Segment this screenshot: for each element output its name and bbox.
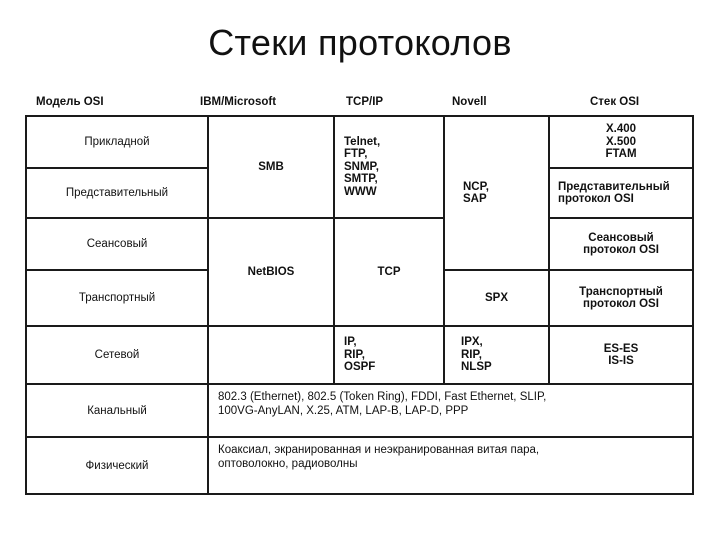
osi-layer-label: Сетевой: [94, 349, 140, 361]
osi-stack-network-protocols: [604, 343, 639, 368]
osi-layer-network: [25, 325, 209, 385]
protocol-nlsp: NLSP: [461, 361, 492, 374]
ibm-smb-label: SMB: [258, 161, 284, 173]
osi-stack-application-protocols: [605, 123, 636, 161]
tcpip-application-protocols: [344, 136, 380, 199]
osi-stack-session-line: Сеансовый: [588, 231, 654, 244]
datalink-protocols-line: 100VG-AnyLAN, X.25, ATM, LAP-B, LAP-D, PPP: [218, 405, 469, 417]
protocol-ip: IP,: [344, 336, 357, 349]
ibm-netbios-label: NetBIOS: [247, 266, 295, 278]
osi-stack-transport-line: Транспортный: [579, 285, 663, 298]
novell-spx-label: SPX: [484, 292, 508, 304]
osi-layer-label: Сеансовый: [86, 238, 148, 250]
tcpip-network-cell: [333, 325, 445, 385]
protocol-ftam: FTAM: [605, 148, 637, 161]
osi-stack-network-cell: [548, 325, 694, 385]
osi-stack-session-cell: [548, 217, 694, 271]
header-ibm-microsoft: IBM/Microsoft: [200, 96, 277, 108]
physical-media-line: оптоволокно, радиоволны: [218, 458, 358, 470]
header-tcpip: TCP/IP: [346, 96, 384, 108]
protocol-is-is: IS-IS: [608, 355, 634, 367]
novell-network-cell: [443, 325, 550, 385]
ibm-smb-cell: [207, 115, 335, 219]
osi-stack-session-line: протокол OSI: [583, 244, 659, 256]
osi-stack-presentation-line: протокол OSI: [558, 193, 634, 205]
osi-layer-transport: [25, 269, 209, 327]
osi-stack-session-protocol: [583, 232, 659, 257]
protocol-novell-rip: RIP,: [461, 348, 482, 361]
osi-layer-label: Прикладной: [84, 136, 150, 148]
osi-stack-transport-line: протокол OSI: [583, 298, 659, 310]
osi-layer-presentation: [25, 167, 209, 219]
protocol-ftp: FTP,: [344, 148, 368, 161]
novell-spx-cell: [443, 269, 550, 327]
osi-layer-label: Физический: [85, 459, 149, 472]
ibm-netbios-cell: [207, 217, 335, 327]
datalink-protocols-cell: [207, 383, 694, 438]
physical-media-line: Коаксиал, экранированная и неэкранированная витая пара,: [218, 444, 540, 456]
tcpip-network-protocols: [344, 336, 375, 374]
osi-layer-datalink: [25, 383, 209, 438]
novell-ncp-protocols: [463, 181, 489, 206]
osi-stack-presentation-protocol: [558, 181, 670, 206]
tcpip-tcp-label: TCP: [377, 266, 401, 278]
protocol-smtp: SMTP,: [344, 173, 378, 186]
header-osi-stack: Стек OSI: [590, 96, 640, 108]
datalink-protocols: [218, 390, 546, 418]
osi-layer-session: [25, 217, 209, 271]
osi-stack-presentation-line: Представительный: [558, 180, 670, 193]
physical-media: [218, 443, 539, 471]
novell-network-protocols: [461, 336, 492, 374]
protocol-x400: X.400: [605, 123, 637, 136]
osi-stack-application-cell: [548, 115, 694, 169]
protocol-ipx: IPX,: [461, 336, 483, 349]
protocol-telnet: Telnet,: [344, 135, 381, 148]
novell-ncp-cell: [443, 115, 550, 271]
protocol-ncp: NCP,: [463, 180, 489, 193]
osi-layer-label: Канальный: [87, 404, 147, 417]
protocol-snmp: SNMP,: [344, 160, 379, 173]
osi-stack-transport-cell: [548, 269, 694, 327]
protocol-es-es: ES-ES: [603, 342, 639, 355]
osi-stack-transport-protocol: [579, 286, 663, 311]
datalink-protocols-line: 802.3 (Ethernet), 802.5 (Token Ring), FDDI, Fast Ethernet, SLIP,: [218, 391, 547, 403]
osi-layer-application: [25, 115, 209, 169]
physical-media-cell: [207, 436, 694, 495]
protocol-www: WWW: [344, 185, 377, 198]
tcpip-application-cell: [333, 115, 445, 219]
protocol-sap: SAP: [463, 193, 487, 205]
osi-layer-label: Представительный: [65, 187, 169, 199]
protocol-ospf: OSPF: [344, 361, 376, 374]
protocol-x500: X.500: [605, 135, 637, 148]
protocol-rip: RIP,: [344, 348, 365, 361]
header-osi-model: Модель OSI: [36, 96, 104, 108]
osi-layer-physical: [25, 436, 209, 495]
page-title: Стеки протоколов: [208, 22, 512, 63]
tcpip-tcp-cell: [333, 217, 445, 327]
osi-stack-presentation-cell: [548, 167, 694, 219]
header-novell: Novell: [452, 96, 487, 108]
osi-layer-label: Транспортный: [78, 292, 156, 304]
